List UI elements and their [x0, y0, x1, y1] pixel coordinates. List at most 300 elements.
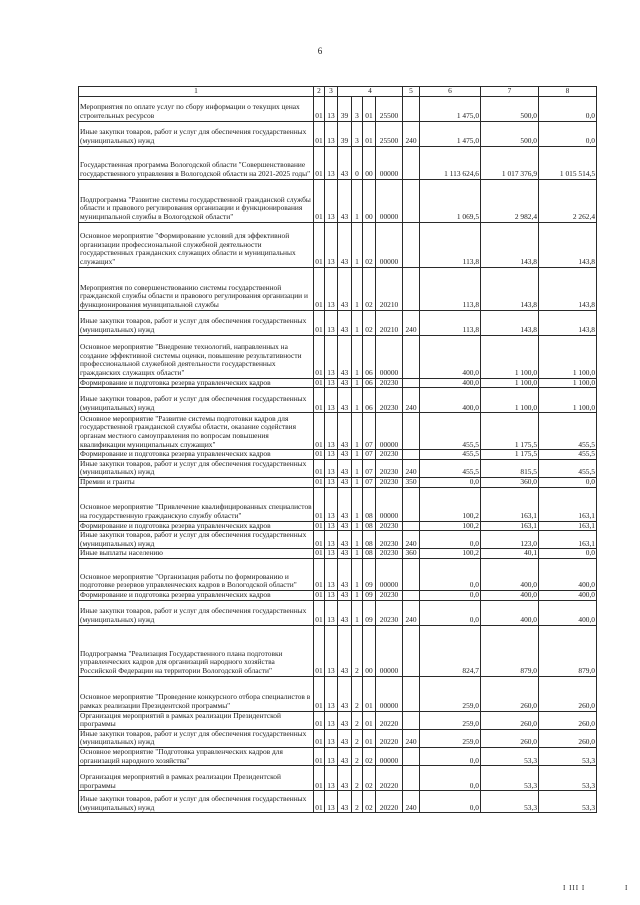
- row-value-2023-cell: 143,8: [539, 222, 597, 267]
- row-event-cell: 07: [363, 413, 376, 450]
- table-header-row: [79, 87, 597, 97]
- row-section-cell: 01: [314, 267, 325, 310]
- row-expense-type-cell: [403, 747, 420, 765]
- row-subsection-cell: 13: [325, 413, 338, 450]
- row-value-2023-cell: 0,0: [539, 477, 597, 487]
- row-value-2021-cell: 113,8: [420, 222, 481, 267]
- row-subsection-cell: 13: [325, 388, 338, 413]
- row-value-2023-cell: 1 100,0: [539, 335, 597, 378]
- row-subprogram-cell: 2: [352, 766, 363, 791]
- row-program-cell: 43: [338, 413, 352, 450]
- row-subsection-cell: 13: [325, 625, 338, 676]
- row-program-cell: 43: [338, 378, 352, 388]
- row-value-2021-cell: 259,0: [420, 676, 481, 711]
- row-expense-type-cell: 240: [403, 310, 420, 335]
- row-value-2022-cell: 1 175,5: [481, 413, 539, 450]
- table-row: [79, 146, 597, 179]
- table-row: [79, 791, 597, 813]
- row-subprogram-cell: 1: [352, 388, 363, 413]
- row-subsection-cell: 13: [325, 335, 338, 378]
- row-direction-cell: 20230: [376, 549, 403, 559]
- table-row: [79, 335, 597, 378]
- row-value-2023-cell: 260,0: [539, 711, 597, 729]
- footer-mark: I III I: [563, 884, 586, 892]
- row-value-2022-cell: 53,3: [481, 766, 539, 791]
- row-section-cell: 01: [314, 531, 325, 549]
- row-event-cell: 09: [363, 558, 376, 590]
- row-subsection-cell: 13: [325, 531, 338, 549]
- row-name-cell: Иные закупки товаров, работ и услуг для обеспечения государственных (муниципальных) нужд: [79, 388, 314, 413]
- page-number: 6: [317, 46, 323, 56]
- row-value-2021-cell: 100,2: [420, 521, 481, 531]
- row-program-cell: 43: [338, 477, 352, 487]
- row-event-cell: 01: [363, 711, 376, 729]
- row-value-2022-cell: 400,0: [481, 600, 539, 625]
- row-value-2023-cell: 0,0: [539, 96, 597, 121]
- row-section-cell: 01: [315, 477, 323, 486]
- row-event-cell: 01: [363, 676, 376, 711]
- row-value-2023-cell: 400,0: [539, 590, 597, 600]
- header-col-3: 3: [325, 87, 338, 97]
- row-section-cell: 01: [314, 335, 325, 378]
- row-value-2023-cell: 0,0: [539, 121, 597, 146]
- row-subsection-cell: 13: [325, 729, 338, 747]
- row-section-cell: 01: [314, 459, 325, 477]
- row-subprogram-cell: 1: [352, 413, 363, 450]
- row-subsection-cell: 13: [325, 378, 338, 388]
- row-subprogram-cell: 1: [352, 477, 363, 487]
- row-expense-type-cell: [403, 146, 420, 179]
- row-value-2022-cell: 163,1: [481, 487, 539, 521]
- row-value-2022-cell: 40,1: [481, 549, 539, 559]
- row-name-cell: Подпрограмма "Реализация Государственного плана подготовки управленческих кадров для организаций народного хозяйства Российской Федерации на территории Вологодской области": [79, 625, 314, 676]
- row-value-2023-cell: 1 100,0: [539, 378, 597, 388]
- row-name-cell: Иные закупки товаров, работ и услуг для обеспечения государственных (муниципальных) нужд: [79, 310, 314, 335]
- row-value-2023-cell: 879,0: [539, 625, 597, 676]
- header-col-4: 4: [338, 87, 403, 97]
- row-subprogram-cell: 1: [352, 487, 363, 521]
- row-direction-cell: 20230: [376, 378, 403, 388]
- row-program-cell: 43: [338, 600, 352, 625]
- row-section-cell: 01: [314, 600, 325, 625]
- row-event-cell: 02: [363, 766, 376, 791]
- row-event-cell: 08: [363, 549, 376, 559]
- row-name-cell: Иные закупки товаров, работ и услуг для обеспечения государственных (муниципальных) нужд: [79, 600, 314, 625]
- row-event-cell: 06: [363, 388, 376, 413]
- row-subprogram-cell: 1: [352, 521, 363, 531]
- row-section-cell: 01: [314, 747, 325, 765]
- row-program-cell: 43: [338, 450, 352, 460]
- row-value-2021-cell: 259,0: [420, 729, 481, 747]
- row-subsection-cell: 13: [325, 766, 338, 791]
- row-direction-cell: 20230: [376, 459, 403, 477]
- row-value-2021-cell: 1 069,5: [420, 179, 481, 222]
- row-subprogram-cell: 2: [352, 676, 363, 711]
- row-expense-type-cell: 240: [403, 600, 420, 625]
- row-expense-type-cell: 240: [403, 729, 420, 747]
- table-row: [79, 676, 597, 711]
- row-subsection-cell: 13: [325, 590, 338, 600]
- row-name-cell: Основное мероприятие "Развитие системы подготовки кадров для государственной гражданской службы области, оказание содействия органам местного самоуправления по вопросам повышения квалификации муниципальных служащих": [79, 413, 314, 450]
- row-subprogram-cell: 1: [352, 459, 363, 477]
- row-subprogram-cell: 1: [352, 378, 363, 388]
- row-subprogram-cell: 1: [352, 267, 363, 310]
- row-program-cell: 43: [338, 625, 352, 676]
- table-row: [79, 450, 597, 460]
- row-event-cell: 00: [363, 146, 376, 179]
- row-section-cell: 01: [315, 378, 323, 387]
- row-value-2021-cell: 824,7: [420, 625, 481, 676]
- row-expense-type-cell: [403, 711, 420, 729]
- row-name-cell: Организация мероприятий в рамках реализации Президентской программы: [79, 766, 314, 791]
- row-direction-cell: 00000: [376, 179, 403, 222]
- row-direction-cell: 00000: [376, 335, 403, 378]
- row-event-cell: 07: [363, 477, 376, 487]
- row-expense-type-cell: [403, 521, 420, 531]
- table-row: [79, 477, 597, 487]
- row-value-2021-cell: 455,5: [420, 459, 481, 477]
- row-direction-cell: 20230: [376, 531, 403, 549]
- row-value-2021-cell: 100,2: [420, 487, 481, 521]
- row-program-cell: 43: [338, 179, 352, 222]
- row-event-cell: 06: [363, 378, 376, 388]
- row-subsection-cell: 13: [325, 487, 338, 521]
- row-subprogram-cell: 2: [352, 711, 363, 729]
- row-value-2021-cell: 1 113 624,6: [420, 146, 481, 179]
- row-direction-cell: 00000: [376, 413, 403, 450]
- row-value-2022-cell: 1 100,0: [481, 335, 539, 378]
- row-subsection-cell: 13: [325, 222, 338, 267]
- row-expense-type-cell: [403, 625, 420, 676]
- row-subprogram-cell: 1: [352, 222, 363, 267]
- row-direction-cell: 20230: [376, 388, 403, 413]
- row-program-cell: 43: [338, 531, 352, 549]
- row-expense-type-cell: [403, 558, 420, 590]
- row-value-2023-cell: 260,0: [539, 676, 597, 711]
- row-section-cell: 01: [314, 791, 325, 813]
- row-direction-cell: 25500: [376, 121, 403, 146]
- row-program-cell: 39: [338, 96, 352, 121]
- row-subsection-cell: 13: [325, 146, 338, 179]
- row-section-cell: 01: [315, 590, 323, 599]
- row-direction-cell: 00000: [376, 558, 403, 590]
- row-section-cell: 01: [314, 729, 325, 747]
- row-section-cell: 01: [315, 449, 323, 459]
- row-value-2022-cell: 260,0: [481, 676, 539, 711]
- row-name-cell: Государственная программа Вологодской области "Совершенствование государственного управления в Вологодской области на 2021-2025 годы": [79, 146, 314, 179]
- footer-tick: I: [625, 884, 628, 892]
- row-value-2022-cell: 260,0: [481, 729, 539, 747]
- row-name-cell: Основное мероприятие "Проведение конкурсного отбора специалистов в рамках реализации Президентской программы": [79, 676, 314, 711]
- table-row: [79, 531, 597, 549]
- row-section-cell: 01: [314, 711, 325, 729]
- row-subsection-cell: 13: [325, 711, 338, 729]
- row-name-cell: Иные закупки товаров, работ и услуг для обеспечения государственных (муниципальных) нужд: [79, 729, 314, 747]
- row-value-2021-cell: 1 475,0: [420, 96, 481, 121]
- table-row: [79, 413, 597, 450]
- row-subprogram-cell: 3: [352, 96, 363, 121]
- row-value-2021-cell: 455,5: [420, 413, 481, 450]
- header-col-2: 2: [314, 87, 325, 97]
- row-program-cell: 43: [338, 487, 352, 521]
- row-program-cell: 43: [338, 521, 352, 531]
- row-program-cell: 43: [338, 267, 352, 310]
- row-subsection-cell: 13: [325, 521, 338, 531]
- row-value-2023-cell: 0,0: [539, 549, 597, 559]
- table-row: [79, 600, 597, 625]
- row-value-2021-cell: 0,0: [420, 747, 481, 765]
- row-section-cell: 01: [314, 121, 325, 146]
- row-subsection-cell: 13: [325, 459, 338, 477]
- row-program-cell: 43: [338, 310, 352, 335]
- row-direction-cell: 20230: [376, 590, 403, 600]
- row-value-2022-cell: 143,8: [481, 222, 539, 267]
- row-section-cell: 01: [314, 558, 325, 590]
- row-value-2023-cell: 400,0: [539, 600, 597, 625]
- row-section-cell: 01: [315, 521, 323, 530]
- row-value-2021-cell: 1 475,0: [420, 121, 481, 146]
- row-direction-cell: 00000: [376, 487, 403, 521]
- table-row: [79, 310, 597, 335]
- row-name-cell: Премии и гранты: [79, 477, 314, 487]
- row-subprogram-cell: 1: [352, 310, 363, 335]
- row-section-cell: 01: [314, 388, 325, 413]
- row-direction-cell: 20210: [376, 267, 403, 310]
- row-name-cell: Мероприятия по совершенствованию системы государственной гражданской службы области и правового регулирования организации и функционирования муниципальной службы: [79, 267, 314, 310]
- row-subprogram-cell: 0: [352, 146, 363, 179]
- row-value-2023-cell: 143,8: [539, 267, 597, 310]
- row-value-2023-cell: 455,5: [539, 413, 597, 450]
- row-value-2023-cell: 260,0: [539, 729, 597, 747]
- table-row: [79, 549, 597, 559]
- table-row: [79, 625, 597, 676]
- table-row: [79, 590, 597, 600]
- row-expense-type-cell: 240: [403, 531, 420, 549]
- table-row: [79, 179, 597, 222]
- table-row: [79, 729, 597, 747]
- row-event-cell: 01: [363, 729, 376, 747]
- row-expense-type-cell: [403, 378, 420, 388]
- row-value-2023-cell: 53,3: [539, 747, 597, 765]
- row-subprogram-cell: 2: [352, 747, 363, 765]
- row-section-cell: 01: [314, 676, 325, 711]
- row-expense-type-cell: [403, 766, 420, 791]
- row-value-2023-cell: 163,1: [539, 521, 597, 531]
- table-row: [79, 121, 597, 146]
- row-direction-cell: 00000: [376, 625, 403, 676]
- row-program-cell: 43: [338, 222, 352, 267]
- row-section-cell: 01: [314, 625, 325, 676]
- row-expense-type-cell: [403, 413, 420, 450]
- row-subsection-cell: 13: [325, 96, 338, 121]
- row-value-2023-cell: 163,1: [539, 531, 597, 549]
- row-value-2023-cell: 53,3: [539, 791, 597, 813]
- row-subprogram-cell: 2: [352, 729, 363, 747]
- row-value-2022-cell: 53,3: [481, 747, 539, 765]
- row-direction-cell: 25500: [376, 96, 403, 121]
- row-subsection-cell: 13: [325, 310, 338, 335]
- row-event-cell: 08: [363, 531, 376, 549]
- row-direction-cell: 20230: [376, 450, 403, 460]
- row-program-cell: 43: [338, 791, 352, 813]
- row-value-2023-cell: 1 015 514,5: [539, 146, 597, 179]
- row-subprogram-cell: 2: [352, 791, 363, 813]
- table-row: [79, 487, 597, 521]
- row-name-cell: Подпрограмма "Развитие системы государственной гражданской службы области и правового регулирования организации и функционирования муниципальной службы в Вологодской области": [79, 179, 314, 222]
- row-value-2022-cell: 2 982,4: [481, 179, 539, 222]
- row-subprogram-cell: 1: [352, 558, 363, 590]
- row-name-cell: Основное мероприятие "Подготовка управленческих кадров для организаций народного хозяйства": [79, 747, 314, 765]
- row-direction-cell: 20220: [376, 791, 403, 813]
- row-subprogram-cell: 1: [352, 549, 363, 559]
- row-expense-type-cell: 240: [403, 791, 420, 813]
- row-subsection-cell: 13: [325, 676, 338, 711]
- row-name-cell: Иные закупки товаров, работ и услуг для обеспечения государственных (муниципальных) нужд: [79, 531, 314, 549]
- table-row: [79, 388, 597, 413]
- row-program-cell: 43: [338, 747, 352, 765]
- row-value-2021-cell: 113,8: [420, 310, 481, 335]
- row-value-2021-cell: 400,0: [420, 378, 481, 388]
- row-program-cell: 39: [338, 121, 352, 146]
- row-subsection-cell: 13: [325, 791, 338, 813]
- row-name-cell: Формирование и подготовка резерва управленческих кадров: [79, 450, 314, 460]
- row-direction-cell: 20230: [376, 521, 403, 531]
- row-subsection-cell: 13: [325, 477, 338, 487]
- row-direction-cell: 00000: [376, 222, 403, 267]
- row-name-cell: Формирование и подготовка резерва управленческих кадров: [79, 590, 314, 600]
- row-event-cell: 00: [363, 179, 376, 222]
- header-col-8: 8: [539, 87, 597, 97]
- row-name-cell: Иные закупки товаров, работ и услуг для обеспечения государственных (муниципальных) нужд: [79, 121, 314, 146]
- row-name-cell: Основное мероприятие "Организация работы по формированию и подготовке резервов управленческих кадров в Вологодской области": [79, 558, 314, 590]
- table-row: [79, 747, 597, 765]
- row-direction-cell: 00000: [376, 146, 403, 179]
- row-expense-type-cell: [403, 179, 420, 222]
- row-value-2021-cell: 113,8: [420, 267, 481, 310]
- row-event-cell: 08: [363, 521, 376, 531]
- row-name-cell: Формирование и подготовка резерва управленческих кадров: [79, 378, 314, 388]
- row-event-cell: 02: [363, 747, 376, 765]
- table-row: [79, 96, 597, 121]
- row-event-cell: 02: [363, 791, 376, 813]
- row-section-cell: 01: [314, 413, 325, 450]
- row-program-cell: 43: [338, 676, 352, 711]
- row-value-2022-cell: 1 017 376,9: [481, 146, 539, 179]
- row-event-cell: 09: [363, 600, 376, 625]
- row-subsection-cell: 13: [325, 600, 338, 625]
- row-direction-cell: 20220: [376, 711, 403, 729]
- row-value-2021-cell: 400,0: [420, 388, 481, 413]
- table-row: [79, 558, 597, 590]
- table-row: [79, 267, 597, 310]
- row-value-2023-cell: 53,3: [539, 766, 597, 791]
- row-event-cell: 09: [363, 590, 376, 600]
- row-value-2022-cell: 260,0: [481, 711, 539, 729]
- row-value-2021-cell: 0,0: [420, 600, 481, 625]
- row-value-2023-cell: 1 100,0: [539, 388, 597, 413]
- row-name-cell: Иные закупки товаров, работ и услуг для обеспечения государственных (муниципальных) нужд: [79, 459, 314, 477]
- row-subsection-cell: 13: [325, 267, 338, 310]
- row-value-2022-cell: 879,0: [481, 625, 539, 676]
- row-value-2021-cell: 455,5: [420, 450, 481, 460]
- row-event-cell: 07: [363, 459, 376, 477]
- row-value-2022-cell: 143,8: [481, 310, 539, 335]
- row-program-cell: 43: [338, 766, 352, 791]
- row-value-2021-cell: 0,0: [420, 791, 481, 813]
- row-expense-type-cell: 360: [403, 549, 420, 559]
- row-program-cell: 43: [338, 459, 352, 477]
- row-event-cell: 02: [363, 310, 376, 335]
- row-value-2021-cell: 0,0: [420, 477, 481, 487]
- budget-table: [78, 86, 597, 813]
- row-value-2023-cell: 400,0: [539, 558, 597, 590]
- table-row: [79, 378, 597, 388]
- row-value-2022-cell: 163,1: [481, 521, 539, 531]
- row-value-2021-cell: 0,0: [420, 531, 481, 549]
- row-subprogram-cell: 1: [352, 335, 363, 378]
- row-value-2023-cell: 143,8: [539, 310, 597, 335]
- row-section-cell: 01: [314, 222, 325, 267]
- row-expense-type-cell: [403, 335, 420, 378]
- row-event-cell: 00: [363, 625, 376, 676]
- row-name-cell: Иные закупки товаров, работ и услуг для обеспечения государственных (муниципальных) нужд: [79, 791, 314, 813]
- table-row: [79, 459, 597, 477]
- row-value-2022-cell: 400,0: [481, 558, 539, 590]
- row-subprogram-cell: 1: [352, 450, 363, 460]
- row-value-2021-cell: 0,0: [420, 558, 481, 590]
- row-subprogram-cell: 1: [352, 179, 363, 222]
- row-value-2021-cell: 400,0: [420, 335, 481, 378]
- row-program-cell: 43: [338, 146, 352, 179]
- table-row: [79, 766, 597, 791]
- row-direction-cell: 20230: [376, 477, 403, 487]
- row-value-2022-cell: 1 175,5: [481, 450, 539, 460]
- row-section-cell: 01: [315, 548, 323, 558]
- row-value-2022-cell: 815,5: [481, 459, 539, 477]
- row-section-cell: 01: [314, 179, 325, 222]
- row-value-2022-cell: 1 100,0: [481, 388, 539, 413]
- row-event-cell: 02: [363, 267, 376, 310]
- row-value-2022-cell: 53,3: [481, 791, 539, 813]
- header-col-1: 1: [79, 87, 314, 97]
- row-subprogram-cell: 1: [352, 531, 363, 549]
- row-value-2022-cell: 143,8: [481, 267, 539, 310]
- row-event-cell: 01: [363, 121, 376, 146]
- row-subsection-cell: 13: [325, 558, 338, 590]
- row-subsection-cell: 13: [325, 450, 338, 460]
- row-value-2021-cell: 100,2: [420, 549, 481, 559]
- row-section-cell: 01: [314, 310, 325, 335]
- row-program-cell: 43: [338, 590, 352, 600]
- row-subprogram-cell: 1: [352, 590, 363, 600]
- row-expense-type-cell: 240: [403, 459, 420, 477]
- row-event-cell: 07: [363, 450, 376, 460]
- row-program-cell: 43: [338, 335, 352, 378]
- row-name-cell: Мероприятия по оплате услуг по сбору информации о текущих ценах строительных ресурсов: [79, 96, 314, 121]
- row-direction-cell: 00000: [376, 747, 403, 765]
- row-value-2022-cell: 1 100,0: [481, 378, 539, 388]
- row-name-cell: Формирование и подготовка резерва управленческих кадров: [79, 521, 314, 531]
- row-direction-cell: 20220: [376, 766, 403, 791]
- row-direction-cell: 20230: [376, 600, 403, 625]
- header-col-7: 7: [481, 87, 539, 97]
- row-subprogram-cell: 3: [352, 121, 363, 146]
- row-subsection-cell: 13: [325, 747, 338, 765]
- row-event-cell: 08: [363, 487, 376, 521]
- row-expense-type-cell: [403, 267, 420, 310]
- row-subprogram-cell: 2: [352, 625, 363, 676]
- header-col-6: 6: [420, 87, 481, 97]
